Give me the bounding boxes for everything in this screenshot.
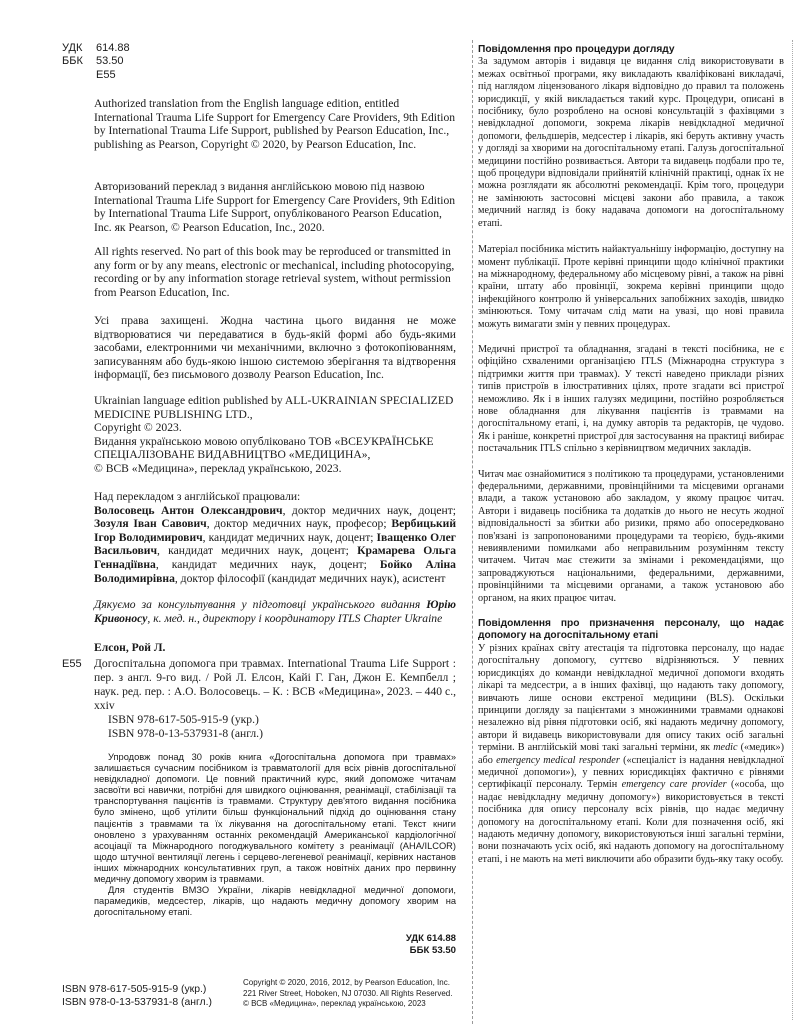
udk-label: УДК	[62, 42, 83, 54]
notice-personnel-body-1: У різних країнах світу атестація та підготовка персоналу, що надає догоспітальну допомогу, суттєво відрізняються. У певних юрисдикціях до команди невідкладної медичної допомоги входять лікарі та медсестри, а в інших фахівці, що надають таку допомогу, вивчають лише основи екстреної медицини (BLS). Оскільки принципи догляду за пацієнтами з множинними травмами однакові незалежно від рівня підготовки осіб, які надають медичну допомогу, автори й видавець використовували для опису таких осіб загальні терміни. В англійській мові такі загальні терміни, як	[478, 642, 784, 754]
ua-edition-line-2: Copyright © 2023.	[94, 421, 182, 435]
notice-personnel-body-2: («спеціаліст із надання невідкладної медичної допомоги»), у певних юрисдикціях фактично є рівнями сертифікації персоналу. Термін	[478, 754, 784, 791]
bib-author: Елсон, Рой Л.	[94, 641, 166, 654]
ua-edition	[94, 394, 456, 476]
annotation-udk: УДК 614.88	[405, 933, 456, 944]
footer-copy-3: © ВСВ «Медицина», переклад українською, 2023	[243, 999, 426, 1009]
classification-block	[62, 42, 130, 82]
ua-edition-line-3: Видання українською мовою опубліковано ТОВ «ВСЕУКРАЇНСЬКЕ СПЕЦІАЛІЗОВАНЕ ВИДАВНИЦТВО «МЕДИЦИНА»,	[94, 434, 434, 462]
translator-role: , доктор медичних наук, професор;	[206, 517, 392, 531]
translator-name: Волосовець Антон Олександрович	[94, 503, 283, 517]
bbk-label: ББК	[62, 55, 83, 68]
notice-current-info: Матеріал посібника містить найактуальнішу інформацію, доступну на момент публікації. Проте керівні принципи щодо клінічної практики на міжнародному, федеральному або місцевому рівні, а також на рівні країни, штату або провінції, зокрема керівні принципи щодо інфекційного контролю й універсальних запобіжних заходів, швидко змінюються. Тому читачам слід мати на увазі, що нові правила можуть вимагати змін у певних процедурах.	[478, 244, 784, 330]
footer-isbn-ua: ISBN 978-617-505-915-9 (укр.)	[62, 984, 207, 995]
annotation	[94, 752, 456, 918]
annotation-p2: Для студентів ВМЗО України, лікарів невідкладної медичної допомоги, парамедиків, медсестер, лікарів, що надають медичну допомогу хворим на догоспітальному етапі.	[94, 885, 456, 918]
rights-en: All rights reserved. No part of this book may be reproduced or transmitted in any form or by any means, electronic or mechanical, including photocopying, recording or by any information storage retrieval system, without permission from Pearson Education, Inc.	[94, 245, 455, 299]
translator-role: , кандидат медичних наук, доцент;	[156, 544, 358, 558]
translator-name: Іващенко Олег Васильович	[94, 530, 456, 558]
rights-uk: Усі права захищені. Жодна частина цього видання не може відтворюватися чи передаватися в будь-якій формі або будь-якими засобами, електронними чи механічними, включно з фотокопіюванням, записуванням або будь-якою іншою системою зберігання та відтворення інформації, без письмового дозволу Pearson Education, Inc.	[94, 314, 456, 382]
ua-edition-line-4: © ВСВ «Медицина», переклад українською, 2023.	[94, 461, 342, 475]
ua-edition-line-1: Ukrainian language edition published by ALL-UKRAINIAN SPECIALIZED MEDICINE PUBLISHING LTD.,	[94, 394, 454, 421]
translator-name: Зозуля Іван Савович	[94, 517, 207, 531]
notices-column	[478, 44, 784, 866]
translator-role: , кандидат медичних наук, доцент;	[155, 557, 380, 571]
translators-list	[94, 504, 456, 586]
footer-copy-1: Copyright © 2020, 2016, 2012, by Pearson Education, Inc.	[243, 978, 450, 987]
term-ecp: emergency care provider	[621, 779, 727, 791]
thanks-note	[94, 598, 456, 625]
translator-name: Крамарева Ольга Геннадіївна	[94, 544, 457, 571]
term-emr: emergency medical responder	[496, 754, 620, 766]
footer-copyright	[243, 978, 452, 1010]
translator-role: , доктор філософії (кандидат медичних наук), асистент	[174, 571, 446, 585]
annotation-p1: Упродовж понад 30 років книга «Догоспітальна допомога при травмах» залишається сучасним посібником із травматології для всіх рівнів догоспітальної невідкладної допомоги. Це повний практичний курс, який допоможе читачам засвоїти всі навички, потрібні для швидкого оцінювання, реанімації, стабілізації та транспортування пацієнтів із травмами. Структуру дев'ятого видання посібника було змінено, щоб утілити більш функціональний підхід до оцінювання стану пацієнтів з травмами та їх лікування на догоспітальному етапі. Текст книги оновлено з урахуванням останніх рекомендацій Американської кардіологічної асоціації та Міжнародного погоджувального комітету з реанімації (AHA/ILCOR) щодо штучної вентиляції легень і серцево-легеневої реанімації, керівних настанов інших міжнародних консультативних груп, а також новітніх даних про первинну медичну допомогу хворим із травмами.	[94, 752, 456, 885]
notice-personnel-body-3: («особа, що надає невідкладну медичну допомогу») використовується в тексті посібника для опису персоналу всіх рівнів, що надає медичну допомогу на догоспітальному етапі. Коли для позначення осіб, які надають медичну допомогу, використовуються інші загальні терміни, вони позначають усіх осіб, які надають допомогу на догоспітальному етапі, і не мають на меті виключити або образити будь-яку таку особу.	[478, 779, 785, 865]
thanks-name: Юрію Кривоносу	[94, 598, 456, 625]
thanks-prefix: Дякуємо за консультування у підготовці українського видання	[94, 598, 427, 611]
term-medic-uk: («медик») або	[478, 742, 784, 766]
translator-name: Бойко Аліна Володимирівна	[94, 557, 456, 585]
bib-code: Е55	[62, 658, 82, 670]
notice-care-heading: Повідомлення про процедури догляду	[478, 44, 675, 55]
bib-entry: Догоспітальна допомога при травмах. International Trauma Life Support : пер. з англ. 9-го вид. / Рой Л. Елсон, Кайі Г. Ган, Джон Е. Кемпбелл ; наук. ред. пер. : А.О. Волосовець. – К. : ВСВ «Медицина», 2023. – 440 с., xxiv	[94, 657, 456, 712]
notice-care-body: За задумом авторів і видавця це видання слід використовувати в межах освітньої програми, яку викладають кваліфіковані викладачі, під наглядом ліцензованого лікаря відповідно до правил та положень юрисдикції, у якій викладається такий курс. Процедури, описані в посібнику, було розроблено на основі консультацій з фахівцями з невідкладної допомоги, зокрема лікарів невідкладної медичної допомоги, фельдшерів, медсестер і лікарів, які беруть активну участь у догляді за хворими на догоспітальному етапі. Галузь догоспітальної медицини постійно розвивається. Автори та видавець подбали про те, щоб процедури відповідали прийнятій клінічній практиці, однак їх не можна розглядати як абсолютні рекомендації. Крім того, процедури не замінюють застосовні місцеві закони або правила, а також медичний нагляд із боку надавача допомоги на догоспітальному етапі.	[478, 56, 784, 229]
translators-block	[94, 490, 456, 585]
translator-role: , доктор медичних наук, доцент;	[282, 503, 456, 517]
bib-isbn-en: ISBN 978-0-13-537931-8 (англ.)	[108, 727, 263, 740]
bbk-value: 53.50	[96, 55, 124, 68]
license-uk: Авторизований переклад з видання англійською мовою під назвою International Trauma Life Support for Emergency Care Providers, 9th Edition by International Trauma Life Support, опублікованого Pearson Education, Inc. як Pearson, © Pearson Education, Inc., 2020.	[94, 180, 456, 234]
translators-heading: Над перекладом з англійської працювали:	[94, 490, 301, 503]
translator-name: Вербицький Ігор Володимирович	[94, 517, 456, 544]
notice-personnel-heading: Повідомлення про призначення персоналу, що надає допомогу на догоспітальному етапі	[478, 618, 784, 642]
udk-value: 614.88	[96, 42, 130, 54]
footer-copy-2: 221 River Street, Hoboken, NJ 07030. All Rights Reserved.	[243, 988, 453, 998]
notice-devices: Медичні пристрої та обладнання, згадані в тексті посібника, не є офіційно схваленими організацією ITLS (Міжнародна структура з підтримки життя при травмах). У тексті наведено приклади різних типів пристроїв в ілюстративних цілях, проте згадати всі пристрої неможливо. Як і в інших галузях медицини, постійно розробляється нове обладнання для лікування пацієнтів із травмами на догоспітальному етапі, і, на думку авторів та редакторів, це чудово. Як і раніше, конкретні пристрої для застосування на практиці вибирає постачальник ITLS спільно з керівництвом медичних закладів.	[478, 343, 784, 455]
column-divider	[472, 40, 473, 1024]
bib-isbn-ua: ISBN 978-617-505-915-9 (укр.)	[108, 713, 259, 726]
annotation-bbk: ББК 53.50	[409, 944, 456, 956]
annotation-codes	[380, 933, 456, 956]
notice-policies: Читач має ознайомитися з політикою та процедурами, установленими федеральними, державними, провінційними та місцевими органами влади, а також установою або закладом, у якому працює читач. Автори і видавець посібника та додатків до нього не несуть жодної відповідальності за збитки або ризики, прямо або опосередковано пов'язані із запропонованими процедурами та теорією, будь-якими невиявленими помилками або неправильним розумінням тексту читачем. Читач має стежити за змінами і рекомендаціями, що запроваджуються національними, федеральними, державними, провінційними та місцевими органами, а також установою або органом, на яких працює читач.	[478, 468, 784, 604]
author-code: Е55	[96, 68, 116, 81]
translator-role: , кандидат медичних наук, доцент;	[202, 530, 377, 544]
thanks-suffix: , к. мед. н., директору і координатору ITLS Chapter Ukraine	[147, 611, 443, 625]
footer-isbn-en: ISBN 978-0-13-537931-8 (англ.)	[62, 997, 212, 1008]
term-medic: medic	[713, 742, 738, 754]
license-en: Authorized translation from the English language edition, entitled International Trauma Life Support for Emergency Care Providers, 9th Edition by International Trauma Life Support, published by Pearson Education, Inc., publishing as Pearson, Copyright © 2020, by Pearson Education, Inc.	[94, 97, 456, 151]
footer-isbn	[62, 983, 212, 1009]
